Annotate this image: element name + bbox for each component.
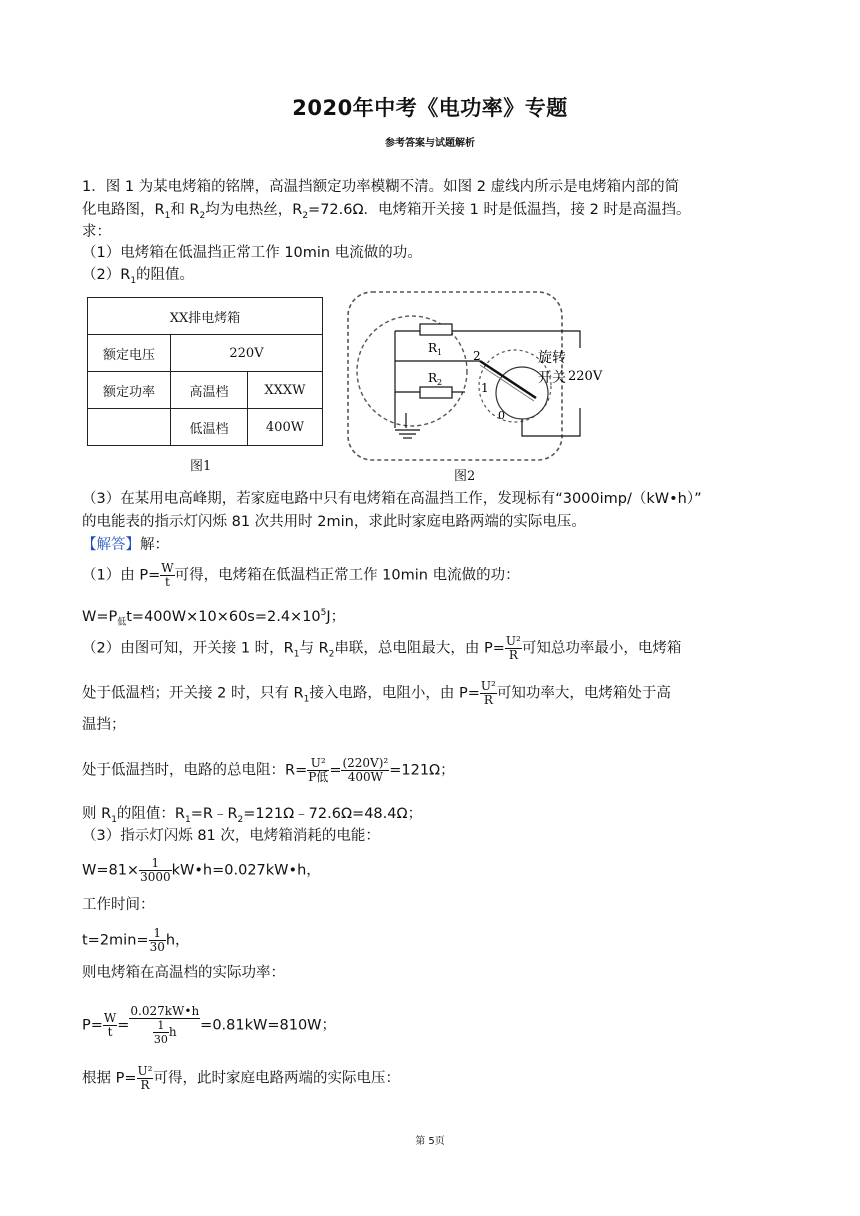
switch-position-0: 0 [498, 409, 505, 422]
answer-line: 温挡； [82, 717, 126, 733]
circuit-diagram [340, 288, 620, 478]
text: J； [326, 608, 346, 625]
resistor-r1 [420, 324, 452, 335]
text: 处于低温档；开关接 2 时，只有 R [82, 685, 304, 702]
rated-power-label: 额定功率 [88, 372, 171, 409]
fraction: $\frac{\text{U²}}{R}$ [480, 679, 496, 707]
text: （1）由 P= [82, 567, 161, 584]
subscript: 1 [164, 210, 171, 221]
fraction: $\frac{\text{U²}}{R}$ [137, 1064, 153, 1092]
question-line [82, 265, 194, 291]
r2-label: $R_2$ [428, 371, 443, 387]
answer-line: （2）由图可知，开关接 1 时，$R_1$与 $R_2$串联，总电阻最大，由 P= $\frac{\text{U²}}{R}$ 可知总功率最小，电烤箱 [82, 634, 682, 662]
text: 与 R [299, 640, 329, 657]
answer-line: 工作时间： [82, 897, 155, 913]
text: 处于低温挡时，电路的总电阻：R= [82, 762, 308, 779]
answer-line: （3）指示灯闪烁 81 次，电烤箱消耗的电能： [82, 828, 380, 844]
low-mode-value: 400W [248, 409, 323, 446]
answer-line: 处于低温档；开关接 2 时，只有 $R_1$接入电路，电阻小，由 P= $\frac{\text{U²}}{R}$ 可知功率大，电烤箱处于高 [82, 679, 671, 707]
resistor-r2 [420, 387, 452, 398]
answer-line [82, 562, 520, 589]
nameplate-table [87, 297, 323, 446]
page-number: 第 5页 [415, 1136, 445, 1147]
housing-outline [348, 292, 562, 460]
switch-label-bottom: 开关 [538, 370, 566, 386]
text: 和 R [170, 202, 200, 218]
text: （2）R [82, 267, 131, 283]
fraction: $\frac{1}{3000}$ [140, 856, 171, 884]
answer-line: 则电烤箱在高温档的实际功率： [82, 965, 285, 981]
subscript: 低 [117, 617, 127, 628]
subscript: 2 [302, 210, 309, 221]
switch-position-1: 1 [481, 381, 489, 395]
text: =121Ω； [389, 762, 455, 779]
high-mode-label: 高温档 [171, 372, 248, 409]
rated-voltage-label: 额定电压 [88, 335, 171, 372]
answer-heading [82, 535, 169, 555]
answer-line [82, 603, 345, 633]
fraction: $\frac{W}{t}$ [161, 561, 174, 589]
fraction: $\frac{\text{(220V)²}}{400W}$ [342, 756, 389, 784]
answer-line: W=81× $\frac{1}{3000}$ kW•h=0.027kW•h， [82, 856, 321, 884]
text: 化电路图，R [82, 202, 165, 218]
text: 的阻值。 [136, 267, 195, 283]
answer-line: 处于低温挡时，电路的总电阻：R= $\frac{\text{U²}}{\text{P低}}$ = $\frac{\text{(220V)²}}{400W}$ =121Ω； [82, 756, 455, 784]
figure-1-caption: 图1 [190, 459, 212, 474]
nameplate-header: XX排电烤箱 [88, 298, 323, 335]
superscript: 5 [320, 608, 327, 618]
fraction: $\frac{\text{U²}}{\text{P低}}$ [308, 756, 329, 784]
answer-line: 则 $R_1$的阻值：$R_1=R﹣R_2=121\Omega﹣72.6\Omega=48.4\Omega$； [82, 806, 423, 825]
r1-label: $R_1$ [428, 341, 443, 357]
question-line: （3）在某用电高峰期，若家庭电路中只有电烤箱在高温挡工作，发现标有“3000imp/（kW•h）” [82, 491, 702, 507]
switch-position-2: 2 [473, 349, 481, 363]
empty-cell [88, 409, 171, 446]
text: （2）由图可知，开关接 1 时，R [82, 640, 294, 657]
question-line: 1．图 1 为某电烤箱的铭牌，高温挡额定功率模糊不清。如图 2 虚线内所示是电烤箱内部的简 [82, 179, 680, 195]
page-title: 2020年中考《电功率》专题 [292, 96, 568, 120]
answer-line: 根据 P= $\frac{\text{U²}}{R}$ 可得，此时家庭电路两端的实际电压： [82, 1064, 400, 1092]
text: 可知功率大，电烤箱处于高 [496, 685, 671, 702]
answer-line: t=2min= $\frac{1}{30}$ h， [82, 926, 190, 954]
subscript: 2 [199, 210, 206, 221]
text: =72.6Ω．电烤箱开关接 1 时是低温挡，接 2 时是高温挡。 [308, 202, 691, 218]
text: 解： [140, 537, 169, 553]
text: 串联，总电阻最大，由 P= [334, 640, 505, 657]
figure-2-caption: 图2 [454, 469, 476, 484]
question-line: （1）电烤箱在低温挡正常工作 10min 电流做的功。 [82, 245, 422, 261]
text: 接入电路，电阻小，由 P= [309, 685, 480, 702]
question-line [82, 200, 690, 226]
answer-tag: 【解答】 [82, 537, 140, 553]
fraction: $\frac{1}{30}$ [149, 926, 165, 954]
question-line: 求： [82, 224, 111, 240]
fraction: $\frac{W}{t}$ [103, 1011, 117, 1039]
fraction: $\frac{\text{U²}}{R}$ [505, 634, 521, 662]
rated-voltage-value: 220V [171, 335, 323, 372]
supply-voltage-label: 220V [568, 369, 603, 384]
text: 可知总功率最小，电烤箱 [521, 640, 682, 657]
answer-line: P= $\frac{W}{t}$ = 0.027kW•h $\frac{1}{30}$ h =0.81kW=810W； [82, 1004, 337, 1046]
subscript: 1 [130, 275, 137, 286]
text: 可得，电烤箱在低温档正常工作 10min 电流做的功： [174, 567, 520, 584]
low-mode-label: 低温档 [171, 409, 248, 446]
text: t=400W×10×60s=2.4×10 [126, 608, 321, 625]
page-subtitle: 参考答案与试题解析 [385, 138, 475, 149]
switch-label-top: 旋转 [538, 350, 566, 366]
text: W=P [82, 608, 118, 625]
high-mode-value: XXXW [248, 372, 323, 409]
text: 均为电热丝，R [205, 202, 303, 218]
fraction: 0.027kW•h $\frac{1}{30}$ h [130, 1004, 200, 1046]
question-line: 的电能表的指示灯闪烁 81 次共用时 2min，求此时家庭电路两端的实际电压。 [82, 514, 586, 530]
